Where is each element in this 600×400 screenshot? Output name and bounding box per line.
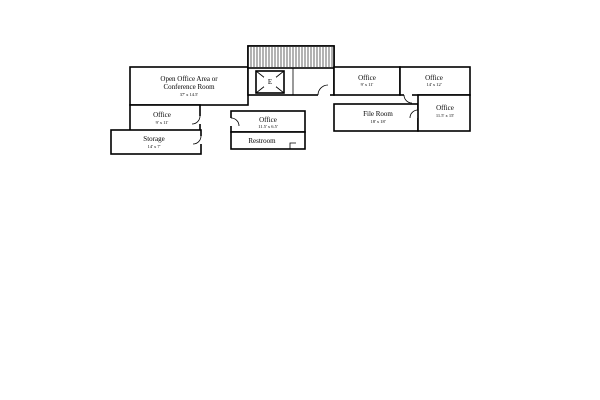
room-storage [111, 130, 201, 154]
room-file-room [334, 104, 418, 131]
storage-label: Storage [143, 135, 165, 143]
stair-elevator-core [248, 46, 334, 95]
room-office-left [130, 105, 200, 132]
file-room-label: File Room [363, 110, 393, 118]
open-office-label-line2: Conference Room [163, 83, 215, 91]
room-office-ne1 [334, 67, 400, 95]
office-center-label: Office [259, 116, 277, 124]
office-center-dims: 11.5' x 6.5' [258, 124, 278, 129]
room-restroom [231, 132, 305, 149]
file-room-dims: 18' x 18' [370, 119, 386, 124]
office-ne2-dims: 14' x 12' [426, 82, 442, 87]
storage-dims: 14' x 7' [147, 144, 161, 149]
office-ne1-dims: 9' x 11' [360, 82, 374, 87]
elevator-label: E [267, 78, 273, 86]
office-east-dims: 11.5' x 15' [435, 113, 455, 118]
office-left-label: Office [153, 111, 171, 119]
room-office-center [231, 111, 305, 132]
open-office-label: Open Office Area or [160, 75, 218, 83]
office-left-dims: 9' x 11' [155, 120, 169, 125]
office-east-label: Office [436, 104, 454, 112]
restroom-label: Restroom [248, 137, 276, 145]
room-office-east [418, 95, 470, 131]
office-ne2-label: Office [425, 74, 443, 82]
office-ne1-label: Office [358, 74, 376, 82]
room-open-office [130, 67, 248, 105]
stairs [248, 46, 334, 68]
open-office-dims: 37' x 14.5' [179, 92, 199, 97]
